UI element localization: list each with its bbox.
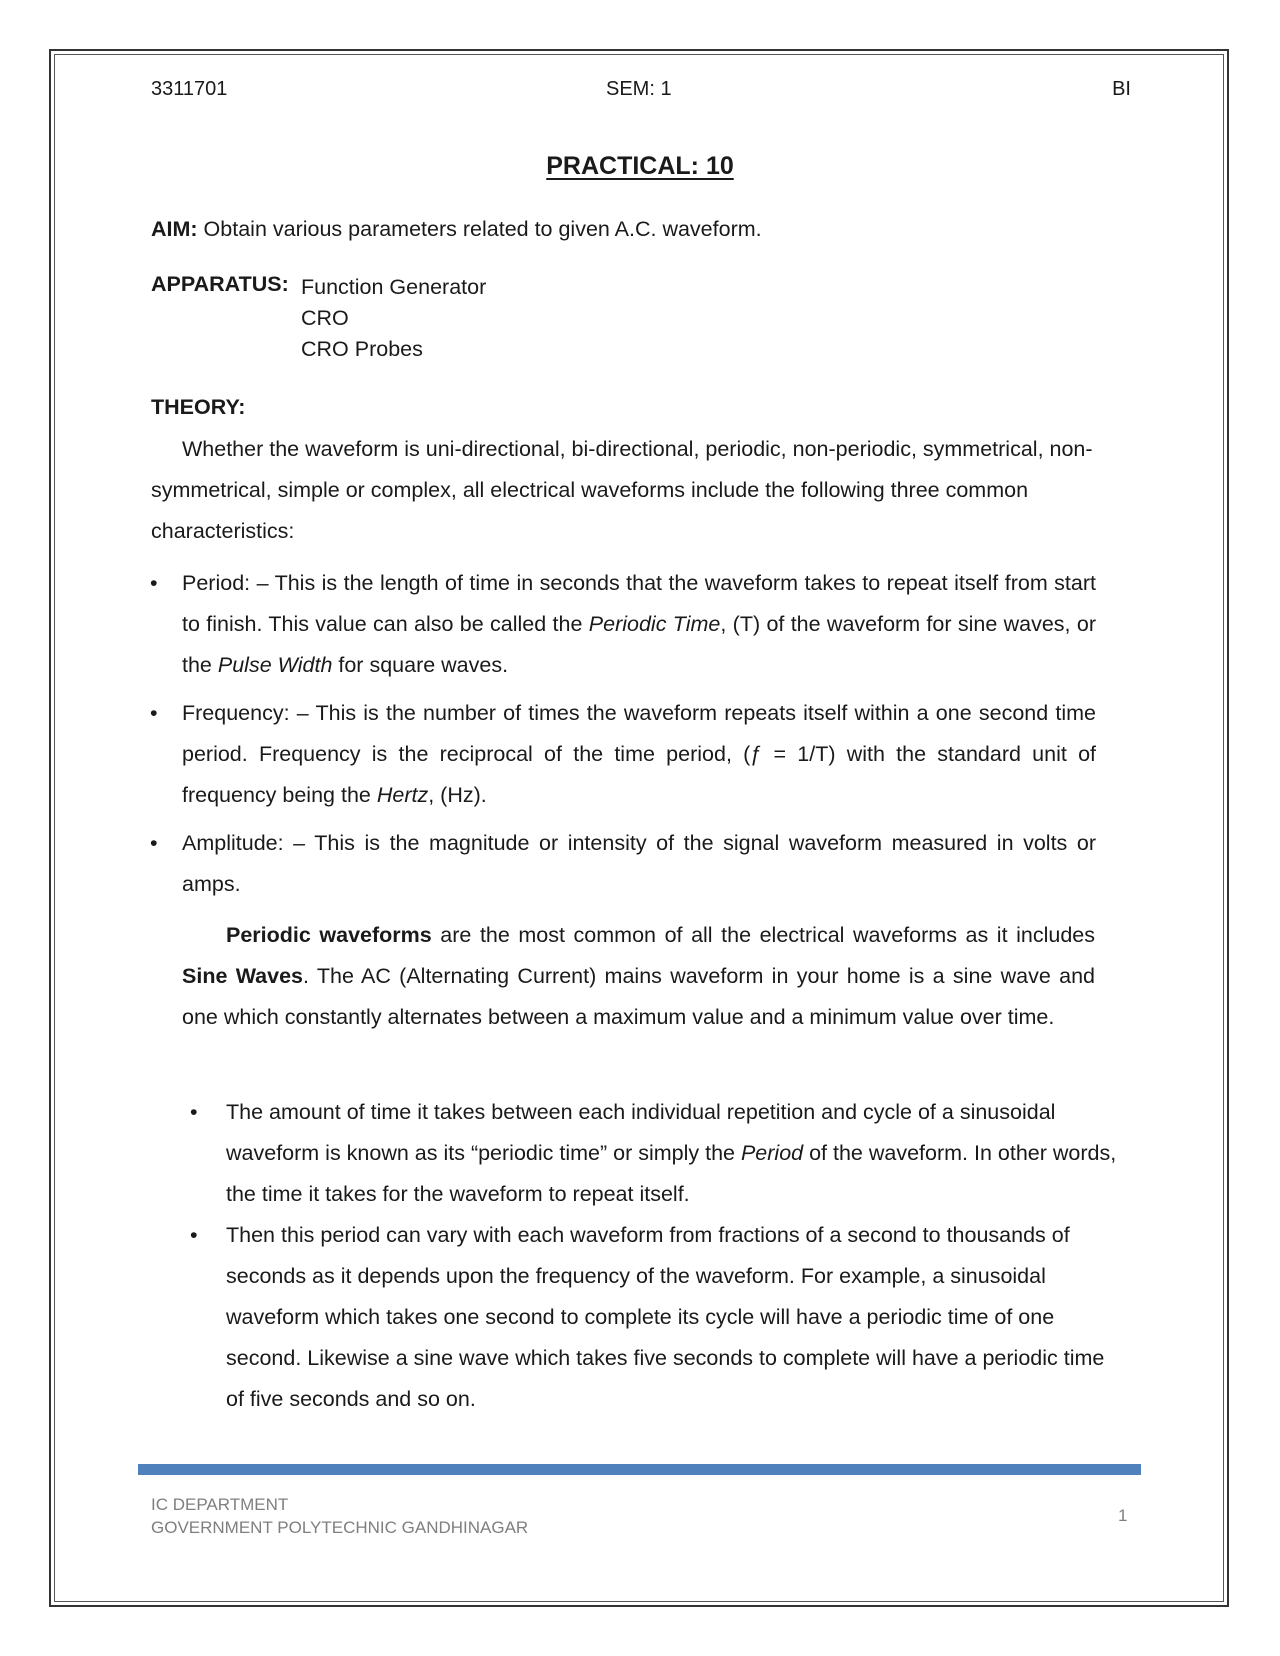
- aim-label: AIM:: [151, 217, 198, 241]
- bullet-icon: •: [190, 1100, 198, 1124]
- apparatus-label: APPARATUS:: [151, 272, 289, 296]
- list-item: • Then this period can vary with each waveform from fractions of a second to thousands of seconds as it depends upon the frequency of the waveform. For example, a sinusoidal waveform which takes one second to complete its cycle will have a periodic time of one second. Likewise a sine wave which takes five seconds to complete will have a periodic time of five seconds and so on.: [182, 1215, 1127, 1420]
- bullet-icon: •: [150, 831, 158, 855]
- footer-department: IC DEPARTMENT: [151, 1495, 289, 1514]
- bullet-icon: •: [150, 701, 158, 725]
- theory-heading: THEORY:: [151, 395, 246, 419]
- bullet-icon: •: [150, 571, 158, 595]
- apparatus-item: CRO: [301, 306, 349, 330]
- periodic-waveforms-paragraph: Periodic waveforms are the most common of all the electrical waveforms as it includes Sine Waves. The AC (Alternating Current) mains waveform in your home is a sine wave and one which constantly alternates between a maximum value and a minimum value over time.: [182, 923, 1095, 1029]
- footer: [151, 1493, 528, 1539]
- list-item: • Period: – This is the length of time in seconds that the waveform takes to repeat itself from start to finish. This value can also be called the Periodic Time, (T) of the waveform for sine waves, or the Pulse Width for square waves.: [151, 563, 1096, 686]
- page-number: 1: [1118, 1506, 1128, 1525]
- page-title: PRACTICAL: 10: [546, 152, 734, 180]
- list-item: • Amplitude: – This is the magnitude or intensity of the signal waveform measured in volts or amps.: [151, 823, 1096, 905]
- period-details-list: [182, 1092, 1127, 1420]
- theory-intro: Whether the waveform is uni-directional, bi-directional, periodic, non-periodic, symmetrical, non-symmetrical, simple or complex, all electrical waveforms include the following three common characteristics:: [151, 437, 1093, 543]
- semester: SEM: 1: [606, 78, 672, 100]
- characteristics-list: [151, 563, 1096, 912]
- aim-section: [151, 217, 1128, 242]
- list-item: • The amount of time it takes between each individual repetition and cycle of a sinusoidal waveform is known as its “periodic time” or simply the Period of the waveform. In other words, the time it takes for the waveform to repeat itself.: [182, 1092, 1127, 1215]
- bullet-icon: •: [190, 1223, 198, 1247]
- list-item: • Frequency: – This is the number of times the waveform repeats itself within a one second time period. Frequency is the reciprocal of the time period, (ƒ = 1/T) with the standard unit of frequency being the Hertz, (Hz).: [151, 693, 1096, 816]
- branch-code: BI: [1112, 78, 1131, 100]
- footer-divider: [138, 1464, 1141, 1475]
- apparatus-item: Function Generator: [301, 275, 487, 299]
- aim-text: Obtain various parameters related to given A.C. waveform.: [197, 217, 762, 241]
- course-code: 3311701: [151, 78, 228, 100]
- footer-institution: GOVERNMENT POLYTECHNIC GANDHINAGAR: [151, 1518, 529, 1537]
- apparatus-list: [301, 272, 486, 365]
- apparatus-item: CRO Probes: [301, 337, 423, 361]
